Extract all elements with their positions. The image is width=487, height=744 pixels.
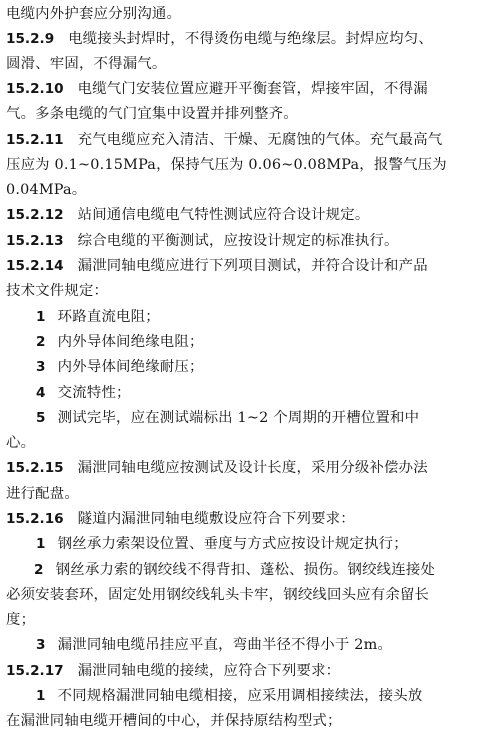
- item-number: 3: [36, 359, 46, 375]
- item-number: 4: [36, 385, 46, 401]
- text-line: 在漏泄同轴电缆开槽间的中心，并保持原结构型式；: [6, 713, 342, 729]
- section-number: 15.2.9: [6, 31, 55, 47]
- item-number: 1: [36, 309, 46, 325]
- clause-15-2-15: 15.2.15 漏泄同轴电缆应按测试及设计长度，采用分级补偿办法: [6, 460, 428, 476]
- clause-15-2-9: 15.2.9 电缆接头封焊时，不得烫伤电缆与绝缘层。封焊应均匀、: [6, 31, 433, 47]
- section-number: 15.2.15: [6, 460, 64, 476]
- text-line: 圆滑、牢固，不得漏气。: [6, 56, 167, 72]
- text-line: 压应为 0.1~0.15MPa，保持气压为 0.06~0.08MPa，报警气压为: [6, 157, 447, 173]
- list-item: 1 不同规格漏泄同轴电缆相接，应采用调相接续法，接头放: [36, 688, 423, 704]
- section-number: 15.2.13: [6, 233, 64, 249]
- clause-15-2-10: 15.2.10 电缆气门安装位置应避开平衡套管，焊接牢固，不得漏: [6, 81, 428, 97]
- section-number: 15.2.11: [6, 132, 64, 148]
- item-number: 5: [36, 410, 46, 426]
- section-number: 15.2.12: [6, 207, 64, 223]
- list-item: 4 交流特性；: [36, 385, 131, 401]
- item-number: 2: [34, 562, 44, 578]
- clause-15-2-16: 15.2.16 隧道内漏泄同轴电缆敷设应符合下列要求：: [6, 511, 355, 527]
- item-number: 1: [36, 688, 46, 704]
- clause-15-2-14: 15.2.14 漏泄同轴电缆应进行下列项目测试，并符合设计和产品: [6, 258, 428, 274]
- section-number: 15.2.10: [6, 81, 64, 97]
- list-item: 3 漏泄同轴电缆吊挂应平直，弯曲半径不得小于 2m。: [36, 637, 393, 653]
- text-line: 气。多条电缆的气门宜集中设置并排列整齐。: [6, 106, 298, 122]
- list-item: 5 测试完毕，应在测试端标出 1~2 个周期的开槽位置和中: [36, 410, 420, 426]
- section-number: 15.2.17: [6, 663, 64, 679]
- clause-15-2-12: 15.2.12 站间通信电缆电气特性测试应符合设计规定。: [6, 207, 370, 223]
- item-number: 1: [36, 536, 46, 552]
- list-item: 2 钢丝承力索的钢绞线不得背扣、蓬松、损伤。钢绞线连接处: [34, 562, 436, 578]
- text-line: 电缆内外护套应分别沟通。: [6, 6, 182, 22]
- list-item: 1 环路直流电阻；: [36, 309, 160, 325]
- text-line: 心。: [6, 435, 36, 451]
- clause-15-2-17: 15.2.17 漏泄同轴电缆的接续，应符合下列要求：: [6, 663, 341, 679]
- section-number: 15.2.14: [6, 258, 64, 274]
- text-line: 进行配盘。: [6, 486, 79, 502]
- clause-15-2-13: 15.2.13 综合电缆的平衡测试，应按设计规定的标准执行。: [6, 233, 399, 249]
- text-line: 必须安装套环，固定处用钢绞线轧头卡牢，钢绞线回头应有余留长: [6, 587, 430, 603]
- section-number: 15.2.16: [6, 511, 64, 527]
- item-number: 3: [36, 637, 46, 653]
- clause-15-2-11: 15.2.11 充气电缆应充入清洁、干燥、无腐蚀的气体。充气最高气: [6, 132, 443, 148]
- list-item: 1 钢丝承力索架设位置、垂度与方式应按设计规定执行；: [36, 536, 408, 552]
- text-line: 度；: [6, 612, 36, 628]
- text-line: 0.04MPa。: [6, 182, 87, 198]
- list-item: 3 内外导体间绝缘耐压；: [36, 359, 204, 375]
- list-item: 2 内外导体间绝缘电阻；: [36, 334, 204, 350]
- item-number: 2: [36, 334, 46, 350]
- text-line: 技术文件规定：: [6, 283, 109, 299]
